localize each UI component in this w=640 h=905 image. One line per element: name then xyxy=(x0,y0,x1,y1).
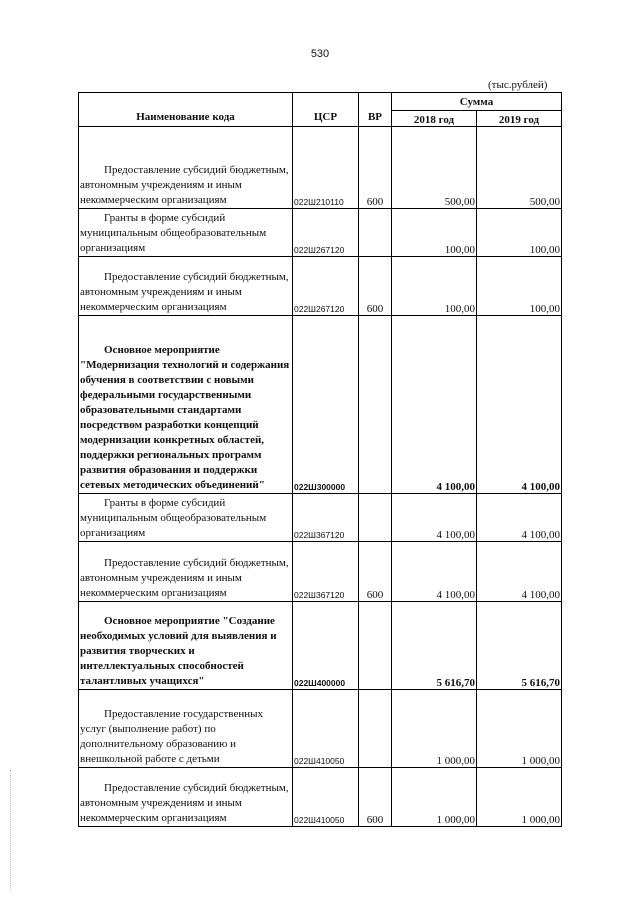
table-row xyxy=(79,602,562,690)
row-name: Предоставление субсидий бюджетным, автономным учреждениям и иным некоммерческим организациям xyxy=(80,782,289,824)
header-sum: Сумма xyxy=(392,93,562,111)
row-csr: 022Ш267120 xyxy=(293,209,359,257)
row-csr: 022Ш210110 xyxy=(293,127,359,209)
row-2018: 100,00 xyxy=(392,257,477,316)
row-2019: 5 616,70 xyxy=(477,602,562,690)
row-csr: 022Ш410050 xyxy=(293,690,359,768)
page-number: 530 xyxy=(310,48,330,60)
table-row xyxy=(79,690,562,768)
row-vr xyxy=(359,602,392,690)
row-csr: 022Ш367120 xyxy=(293,542,359,602)
row-name: Гранты в форме субсидий муниципальным общеобразовательным организациям xyxy=(80,497,267,539)
header-name: Наименование кода xyxy=(79,93,293,127)
row-2019: 4 100,00 xyxy=(477,542,562,602)
row-2019: 1 000,00 xyxy=(477,690,562,768)
row-2019: 100,00 xyxy=(477,209,562,257)
row-vr: 600 xyxy=(359,542,392,602)
row-2018: 1 000,00 xyxy=(392,768,477,827)
row-name: Гранты в форме субсидий муниципальным общеобразовательным организациям xyxy=(80,212,267,254)
row-vr xyxy=(359,209,392,257)
row-name: Предоставление субсидий бюджетным, автономным учреждениям и иным некоммерческим организациям xyxy=(80,557,289,599)
table-row xyxy=(79,494,562,542)
units-label: (тыс.рублей) xyxy=(488,79,548,91)
table-row xyxy=(79,209,562,257)
row-2019: 4 100,00 xyxy=(477,494,562,542)
row-2018: 4 100,00 xyxy=(392,494,477,542)
row-name: Предоставление субсидий бюджетным, автономным учреждениям и иным некоммерческим организациям xyxy=(80,164,289,206)
row-2018: 5 616,70 xyxy=(392,602,477,690)
row-name: Основное мероприятие "Модернизация технологий и содержания обучения в соответствии с новыми федеральными государственными образовательными стандартами посредством разработки концепций модернизации конкретных областей, поддержки региональных программ развития образования и поддержки сетевых методических объединений" xyxy=(80,344,290,491)
row-vr: 600 xyxy=(359,257,392,316)
table-row xyxy=(79,127,562,209)
row-name: Предоставление субсидий бюджетным, автономным учреждениям и иным некоммерческим организациям xyxy=(80,271,289,313)
row-2018: 4 100,00 xyxy=(392,316,477,494)
header-vr: ВР xyxy=(359,93,392,127)
header-2018: 2018 год xyxy=(392,111,477,127)
row-csr: 022Ш367120 xyxy=(293,494,359,542)
table-row xyxy=(79,257,562,316)
row-2019: 4 100,00 xyxy=(477,316,562,494)
row-vr: 600 xyxy=(359,768,392,827)
row-name: Основное мероприятие "Создание необходимых условий для выявления и развития творческих и интеллектуальных способностей талантливых учащихся" xyxy=(80,615,277,687)
row-2018: 1 000,00 xyxy=(392,690,477,768)
budget-table xyxy=(78,92,562,827)
row-vr: 600 xyxy=(359,127,392,209)
row-2018: 500,00 xyxy=(392,127,477,209)
row-csr: 022Ш410050 xyxy=(293,768,359,827)
table-row xyxy=(79,768,562,827)
row-csr: 022Ш400000 xyxy=(293,602,359,690)
header-csr: ЦСР xyxy=(293,93,359,127)
row-vr xyxy=(359,494,392,542)
row-2019: 1 000,00 xyxy=(477,768,562,827)
row-2019: 100,00 xyxy=(477,257,562,316)
table-row xyxy=(79,316,562,494)
row-name: Предоставление государственных услуг (выполнение работ) по дополнительному образованию и внешкольной работе с детьми xyxy=(80,708,263,765)
row-csr: 022Ш267120 xyxy=(293,257,359,316)
row-2018: 4 100,00 xyxy=(392,542,477,602)
row-2018: 100,00 xyxy=(392,209,477,257)
margin-line xyxy=(10,770,11,890)
row-vr xyxy=(359,690,392,768)
row-csr: 022Ш300000 xyxy=(293,316,359,494)
row-2019: 500,00 xyxy=(477,127,562,209)
table-row xyxy=(79,542,562,602)
row-vr xyxy=(359,316,392,494)
header-2019: 2019 год xyxy=(477,111,562,127)
